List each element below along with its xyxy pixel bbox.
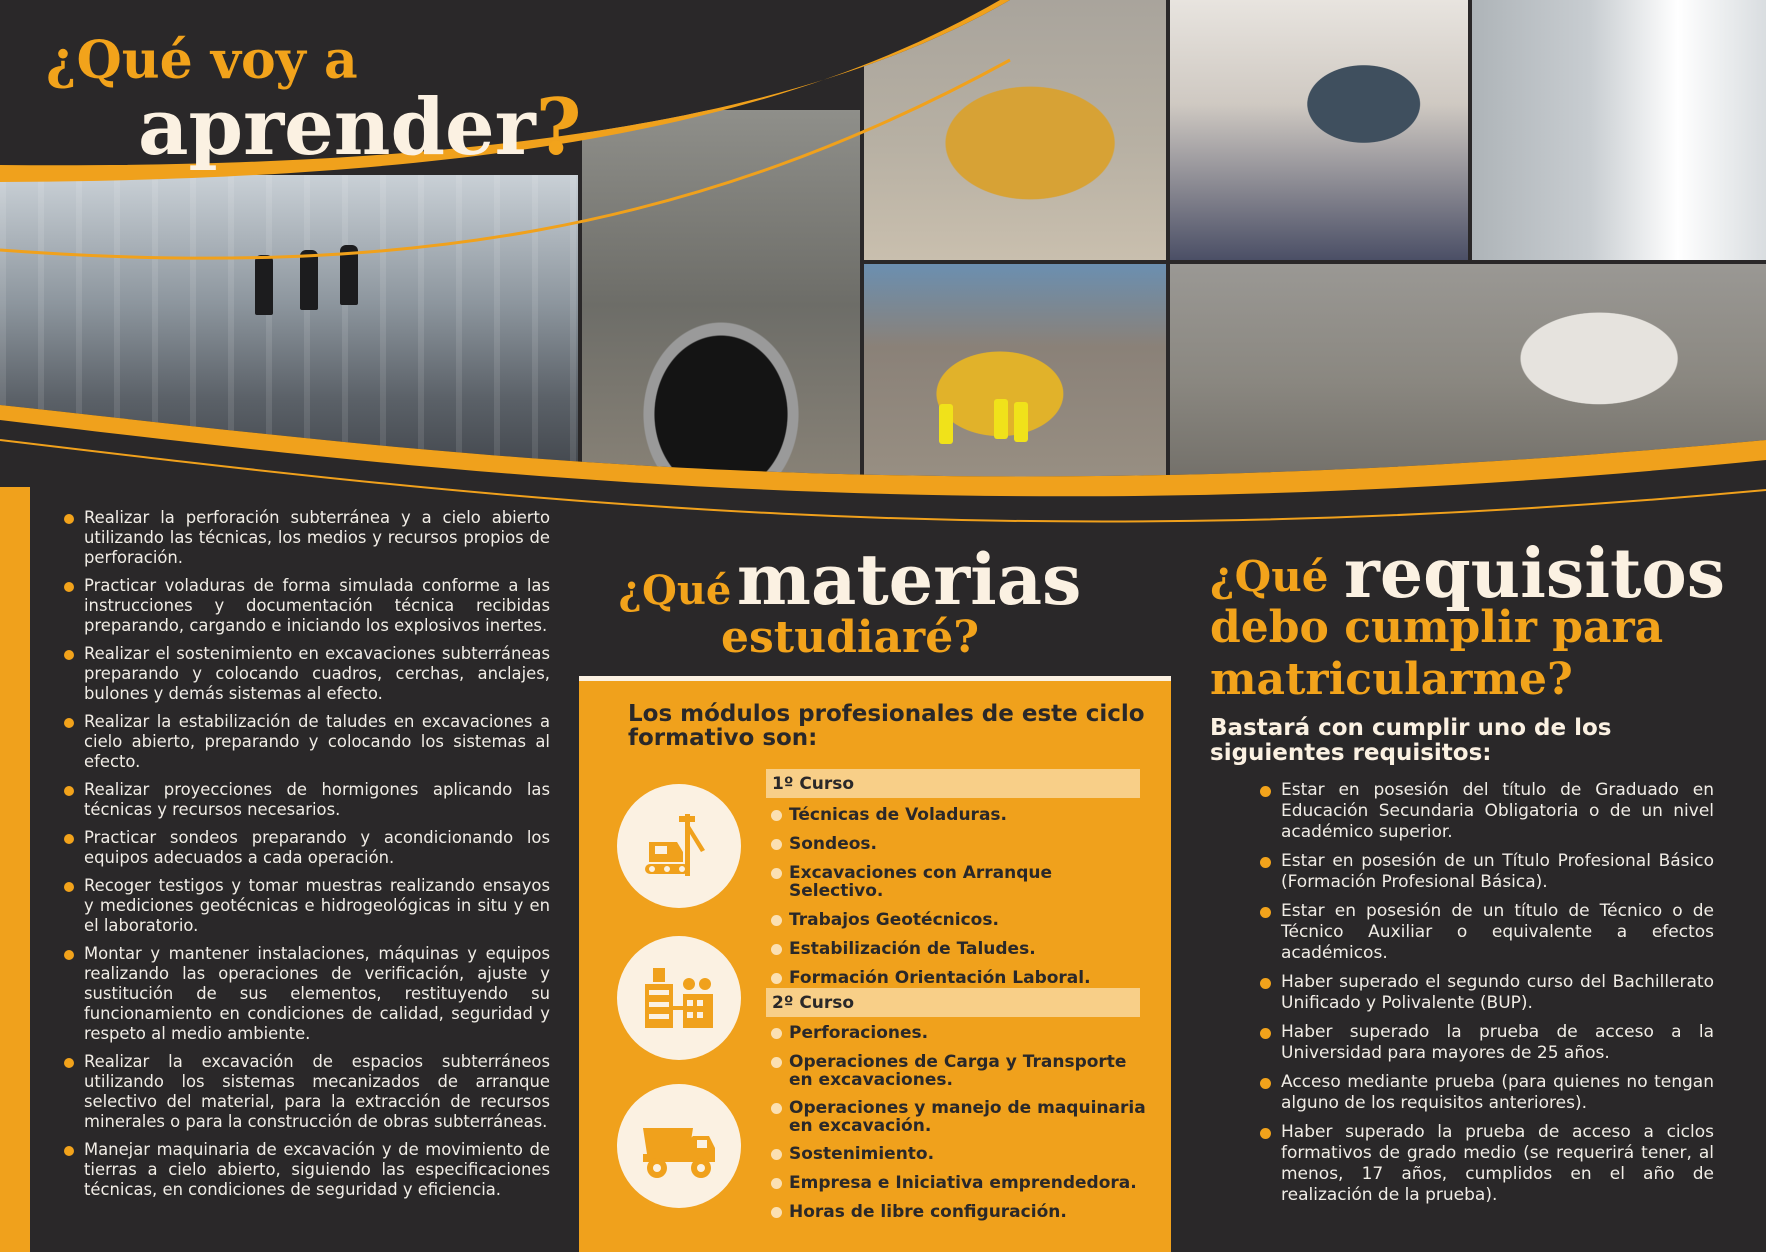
list-item: Haber superado la prueba de acceso a ciclos formativos de grado medio (se requerirá tener, al menos, 17 años, cumplidos en el año de realización de la prueba).: [1259, 1122, 1714, 1206]
header-word: aprender: [138, 82, 536, 173]
requisitos-list: [1259, 780, 1714, 1214]
module-item: Trabajos Geotécnicos.: [766, 911, 1146, 929]
module-item: Horas de libre configuración.: [766, 1203, 1146, 1221]
list-item: Estar en posesión de un Título Profesional Básico (Formación Profesional Básica).: [1259, 851, 1714, 893]
materias-title: [580, 538, 1120, 621]
list-item: Acceso mediante prueba (para quienes no tengan alguno de los requisitos anteriores).: [1259, 1072, 1714, 1114]
requisitos-title-line-2: debo cumplir para: [1210, 602, 1664, 653]
requisitos-title-big: requisitos: [1344, 534, 1726, 614]
module-item: Sondeos.: [766, 835, 1146, 853]
list-item: Realizar proyecciones de hormigones aplicando las técnicas y recursos necesarios.: [62, 780, 550, 820]
list-item: Realizar el sostenimiento en excavaciones subterráneas preparando y colocando cuadros, cerchas, anclajes, bulones y demás sistemas al efecto.: [62, 644, 550, 704]
dump-truck-icon: [617, 1084, 741, 1208]
list-item: Realizar la perforación subterránea y a cielo abierto utilizando las técnicas, los medios y recursos propios de perforación.: [62, 508, 550, 568]
course-2-modules: [766, 1024, 1146, 1221]
course-2-header: 2º Curso: [766, 988, 1140, 1017]
materias-subtitle: estudiaré?: [720, 612, 980, 663]
left-accent-bar: [0, 487, 30, 1252]
module-item: Excavaciones con Arranque Selectivo.: [766, 864, 1146, 900]
list-item: Realizar la estabilización de taludes en excavaciones a cielo abierto, preparando y colocando los sistemas al efecto.: [62, 712, 550, 772]
header-line-1: ¿Qué voy a: [46, 30, 358, 91]
list-item: Haber superado el segundo curso del Bachillerato Unificado y Polivalente (BUP).: [1259, 972, 1714, 1014]
industrial-plant-icon: [617, 936, 741, 1060]
module-item: Empresa e Iniciativa emprendedora.: [766, 1174, 1146, 1192]
list-item: Manejar maquinaria de excavación y de movimiento de tierras a cielo abierto, siguiendo las especificaciones técnicas, en condiciones de seguridad y eficiencia.: [62, 1140, 550, 1200]
list-item: Realizar la excavación de espacios subterráneos utilizando los sistemas mecanizados de arranque selectivo del material, para la extracción de recursos minerales o para la construcción de obras subterráneas.: [62, 1052, 550, 1132]
list-item: Recoger testigos y tomar muestras realizando ensayos y mediciones geotécnicas e hidrogeológicas in situ y en el laboratorio.: [62, 876, 550, 936]
drill-rig-icon: [617, 784, 741, 908]
requisitos-title-line-3: matricularme?: [1210, 654, 1573, 705]
modules-intro: Los módulos profesionales de este ciclo formativo son:: [628, 701, 1145, 751]
materias-title-big: materias: [736, 538, 1082, 621]
module-item: Sostenimiento.: [766, 1145, 1146, 1163]
list-item: Haber superado la prueba de acceso a la Universidad para mayores de 25 años.: [1259, 1022, 1714, 1064]
module-item: Operaciones de Carga y Transporte en excavaciones.: [766, 1053, 1146, 1089]
list-item: Montar y mantener instalaciones, máquinas y equipos realizando las operaciones de verificación, ajuste y sustitución de sus elementos, restituyendo su funcionamiento en condiciones de calidad, seguridad y respeto al medio ambiente.: [62, 944, 550, 1044]
header-line-2: [138, 82, 581, 173]
module-item: Técnicas de Voladuras.: [766, 806, 1146, 824]
requisitos-intro: Bastará con cumplir uno de los siguientes requisitos:: [1210, 715, 1612, 766]
learn-list: [62, 508, 550, 1208]
module-item: Estabilización de Taludes.: [766, 940, 1146, 958]
header-question-mark: ?: [535, 82, 582, 173]
module-item: Operaciones y manejo de maquinaria en excavación.: [766, 1099, 1146, 1135]
module-item: Perforaciones.: [766, 1024, 1146, 1042]
list-item: Estar en posesión del título de Graduado en Educación Secundaria Obligatoria o de un nivel académico superior.: [1259, 780, 1714, 843]
list-item: Estar en posesión de un título de Técnico o de Técnico Auxiliar o equivalente a efectos académicos.: [1259, 901, 1714, 964]
list-item: Practicar voladuras de forma simulada conforme a las instrucciones y documentación técnica recibidas preparando, cargando e iniciando los explosivos inertes.: [62, 576, 550, 636]
course-1-modules: [766, 806, 1146, 987]
requisitos-title-q: ¿Qué: [1210, 552, 1329, 601]
list-item: Practicar sondeos preparando y acondicionando los equipos adecuados a cada operación.: [62, 828, 550, 868]
module-item: Formación Orientación Laboral.: [766, 969, 1146, 987]
materias-title-q: ¿Qué: [618, 567, 732, 614]
course-1-header: 1º Curso: [766, 769, 1140, 798]
